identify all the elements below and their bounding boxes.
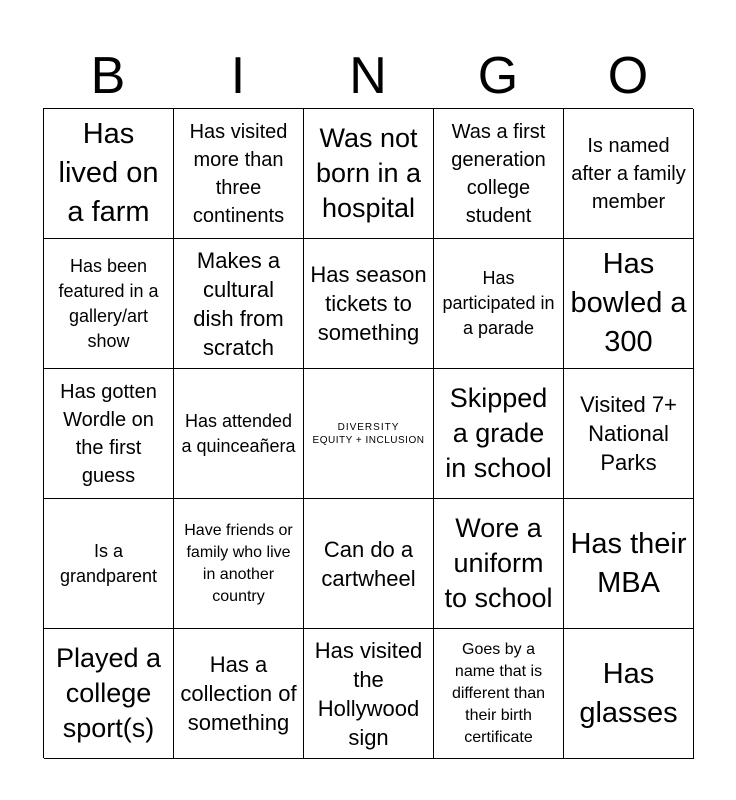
- bingo-cell[interactable]: [44, 239, 174, 369]
- bingo-cell[interactable]: [44, 109, 174, 239]
- cell-text: Wore a uniform to school: [444, 513, 553, 613]
- bingo-cell[interactable]: [304, 499, 434, 629]
- cell-text: Makes a cultural dish from scratch: [193, 247, 284, 360]
- bingo-header: [43, 44, 693, 108]
- bingo-cell[interactable]: [174, 109, 304, 239]
- bingo-cell[interactable]: [44, 369, 174, 499]
- header-letter-n: N: [349, 47, 387, 105]
- bingo-grid: [43, 108, 693, 758]
- bingo-cell[interactable]: [564, 499, 694, 629]
- cell-text: Has attended a quinceañera: [181, 410, 296, 456]
- free-space-line2: EQUITY + INCLUSION: [312, 434, 425, 446]
- header-letter-g: G: [477, 47, 519, 105]
- bingo-cell[interactable]: [434, 109, 564, 239]
- bingo-cell[interactable]: [564, 239, 694, 369]
- bingo-cell[interactable]: [564, 109, 694, 239]
- bingo-cell[interactable]: [564, 369, 694, 499]
- cell-text: Was not born in a hospital: [315, 123, 422, 223]
- bingo-cell[interactable]: [174, 239, 304, 369]
- cell-text: Has been featured in a gallery/art show: [58, 255, 159, 351]
- cell-text: Have friends or family who live in another country: [184, 521, 293, 605]
- bingo-cell[interactable]: [434, 499, 564, 629]
- free-space[interactable]: [304, 369, 434, 499]
- bingo-cell[interactable]: [174, 369, 304, 499]
- bingo-cell[interactable]: [434, 239, 564, 369]
- bingo-cell[interactable]: [304, 109, 434, 239]
- bingo-cell[interactable]: [434, 629, 564, 759]
- cell-text: Visited 7+ National Parks: [580, 392, 677, 475]
- header-letter-o: O: [607, 47, 649, 105]
- bingo-cell[interactable]: [434, 369, 564, 499]
- bingo-cell[interactable]: [304, 629, 434, 759]
- cell-text: Is a grandparent: [59, 540, 158, 586]
- cell-text: Was a first generation college student: [451, 120, 546, 227]
- cell-text: Has participated in a parade: [442, 268, 555, 338]
- cell-text: Has visited more than three continents: [189, 120, 288, 227]
- bingo-cell[interactable]: [174, 499, 304, 629]
- bingo-cell[interactable]: [44, 629, 174, 759]
- cell-text: Has visited the Hollywood sign: [314, 637, 423, 750]
- cell-text: Is named after a family member: [571, 134, 686, 213]
- bingo-cell[interactable]: [44, 499, 174, 629]
- cell-text: Played a college sport(s): [55, 643, 162, 743]
- header-letter-b: B: [90, 47, 126, 105]
- free-space-line1: DIVERSITY: [337, 421, 400, 433]
- bingo-cell[interactable]: [564, 629, 694, 759]
- cell-text: Goes by a name that is different than their birth certificate: [451, 640, 546, 746]
- cell-text: Skipped a grade in school: [445, 383, 552, 483]
- header-letter-i: I: [230, 47, 246, 105]
- cell-text: Has bowled a 300: [570, 248, 687, 358]
- cell-text: Can do a cartwheel: [321, 536, 416, 591]
- cell-text: Has a collection of something: [180, 652, 297, 735]
- cell-text: Has lived on a farm: [58, 118, 159, 228]
- cell-text: Has glasses: [579, 657, 678, 729]
- cell-text: Has season tickets to something: [310, 262, 427, 345]
- cell-text: Has gotten Wordle on the first guess: [60, 380, 157, 487]
- bingo-cell[interactable]: [174, 629, 304, 759]
- bingo-cell[interactable]: [304, 239, 434, 369]
- cell-text: Has their MBA: [570, 527, 687, 599]
